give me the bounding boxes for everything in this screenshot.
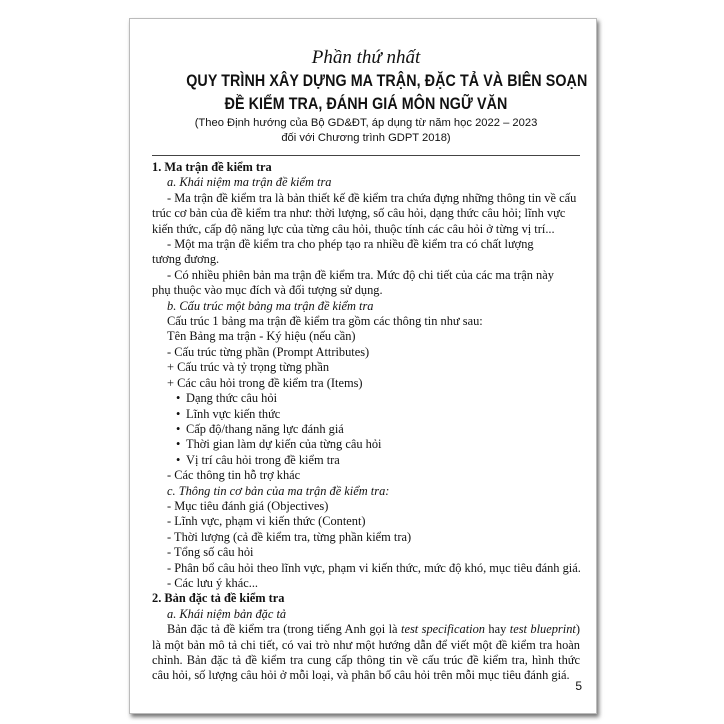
section-1a-line: - Có nhiều phiên bản ma trận đề kiểm tra. Mức độ chi tiết của các ma trận này — [167, 267, 554, 282]
page-content — [152, 47, 588, 684]
bullet-text: Cấp độ/thang năng lực đánh giá — [186, 421, 344, 436]
section-1a-line: phụ thuộc vào mục đích và đối tượng sử dụng. — [152, 283, 383, 298]
subtitle-line-1: (Theo Định hướng của Bộ GD&ĐT, áp dụng từ năm học 2022 – 2023 — [194, 117, 538, 129]
bullet-text: Vị trí câu hỏi trong đề kiểm tra — [186, 452, 340, 467]
section-1c-item: - Thời lượng (cả đề kiểm tra, từng phần kiểm tra) — [167, 529, 412, 544]
bullet-text: Thời gian làm dự kiến của từng câu hỏi — [186, 437, 382, 452]
header-divider — [152, 155, 580, 156]
subtitle-line-2: đối với Chương trình GDPT 2018) — [281, 132, 451, 144]
section-1-heading: 1. Ma trận đề kiểm tra — [152, 160, 272, 174]
section-1a-heading: a. Khái niệm ma trận đề kiểm tra — [167, 175, 332, 190]
section-1a-line: trúc cơ bản của đề kiểm tra như: thời lượng, số câu hỏi, dạng thức câu hỏi; lĩnh vực — [152, 206, 566, 221]
bullet-glyph: • — [176, 437, 181, 452]
bullet-glyph: • — [176, 391, 181, 406]
para-text-end: ) là một bản mô tả chi tiết, có vai trò như một hướng dẫn để viết một đề kiểm tra hoàn chỉnh. Bản đặc tả đề kiểm tra cung cấp thông tin về cấu trúc đề kiểm tra, hình thức câu hỏi, số lượng câu hỏi ở mỗi loại, và phân bố câu hỏi trên mỗi mục tiêu đánh giá. — [152, 622, 580, 683]
section-1c-item: - Mục tiêu đánh giá (Objectives) — [167, 498, 329, 513]
section-1a-line: tương đương. — [152, 252, 220, 267]
section-2a-paragraph — [152, 622, 580, 684]
bullet-text: Dạng thức câu hỏi — [186, 391, 278, 406]
title-line-2: ĐỀ KIỂM TRA, ĐÁNH GIÁ MÔN NGỮ VĂN — [224, 94, 508, 113]
bullet-glyph: • — [176, 452, 181, 467]
section-1b-bullet — [152, 422, 580, 437]
section-1c-item: - Phân bổ câu hỏi theo lĩnh vực, phạm vi kiến thức, mức độ khó, mục tiêu đánh giá. — [167, 560, 581, 575]
section-1c-item: - Các lưu ý khác... — [167, 575, 259, 590]
section-1b-other: - Các thông tin hỗ trợ khác — [167, 468, 301, 483]
section-1c-item: - Tổng số câu hỏi — [167, 545, 254, 560]
page-number: 5 — [575, 679, 582, 693]
bullet-glyph: • — [176, 406, 181, 421]
section-2a-heading: a. Khái niệm bản đặc tả — [167, 606, 287, 621]
section-1a-line: - Ma trận đề kiểm tra là bản thiết kế đề kiểm tra chứa đựng những thông tin về cấu — [167, 190, 577, 205]
section-2-heading: 2. Bản đặc tả đề kiểm tra — [152, 591, 285, 606]
section-1b-bullet — [152, 453, 580, 468]
section-1c-item: - Lĩnh vực, phạm vi kiến thức (Content) — [167, 514, 366, 529]
para-text-mid: hay — [484, 622, 510, 637]
section-1b-bullet — [152, 407, 580, 422]
para-term-blueprint: test blueprint — [509, 622, 576, 637]
bullet-text: Lĩnh vực kiến thức — [186, 406, 281, 421]
part-label: Phần thứ nhất — [311, 47, 421, 68]
bullet-glyph: • — [176, 421, 181, 436]
section-1b-item: + Các câu hỏi trong đề kiểm tra (Items) — [167, 375, 363, 390]
para-text-start: Bản đặc tả đề kiểm tra (trong tiếng Anh gọi là — [167, 622, 401, 637]
section-1b-item: + Cấu trúc và tỷ trọng từng phần — [167, 360, 330, 375]
body-text — [152, 160, 580, 684]
section-1b-bullet — [152, 437, 580, 452]
section-1b-item: - Cấu trúc từng phần (Prompt Attributes) — [167, 344, 370, 359]
section-1a-line: - Một ma trận đề kiểm tra cho phép tạo ra nhiều đề kiểm tra có chất lượng — [167, 237, 534, 252]
section-1b-name: Tên Bảng ma trận - Ký hiệu (nếu cần) — [167, 329, 356, 344]
section-1a-line: kiến thức, cấp độ năng lực của từng câu hỏi, thuộc tính các câu hỏi ở từng vị trí... — [152, 221, 555, 236]
section-1b-bullet — [152, 391, 580, 406]
section-1b-intro: Cấu trúc 1 bảng ma trận đề kiểm tra gồm các thông tin như sau: — [167, 314, 483, 329]
para-term-specification: test specification — [401, 622, 485, 637]
title-line-1: QUY TRÌNH XÂY DỰNG MA TRẬN, ĐẶC TẢ VÀ BIÊN SOẠN — [186, 71, 588, 90]
document-page — [129, 18, 597, 714]
section-1b-heading: b. Cấu trúc một bảng ma trận đề kiểm tra — [167, 298, 374, 313]
section-1c-heading: c. Thông tin cơ bản của ma trận đề kiểm tra: — [167, 483, 390, 498]
